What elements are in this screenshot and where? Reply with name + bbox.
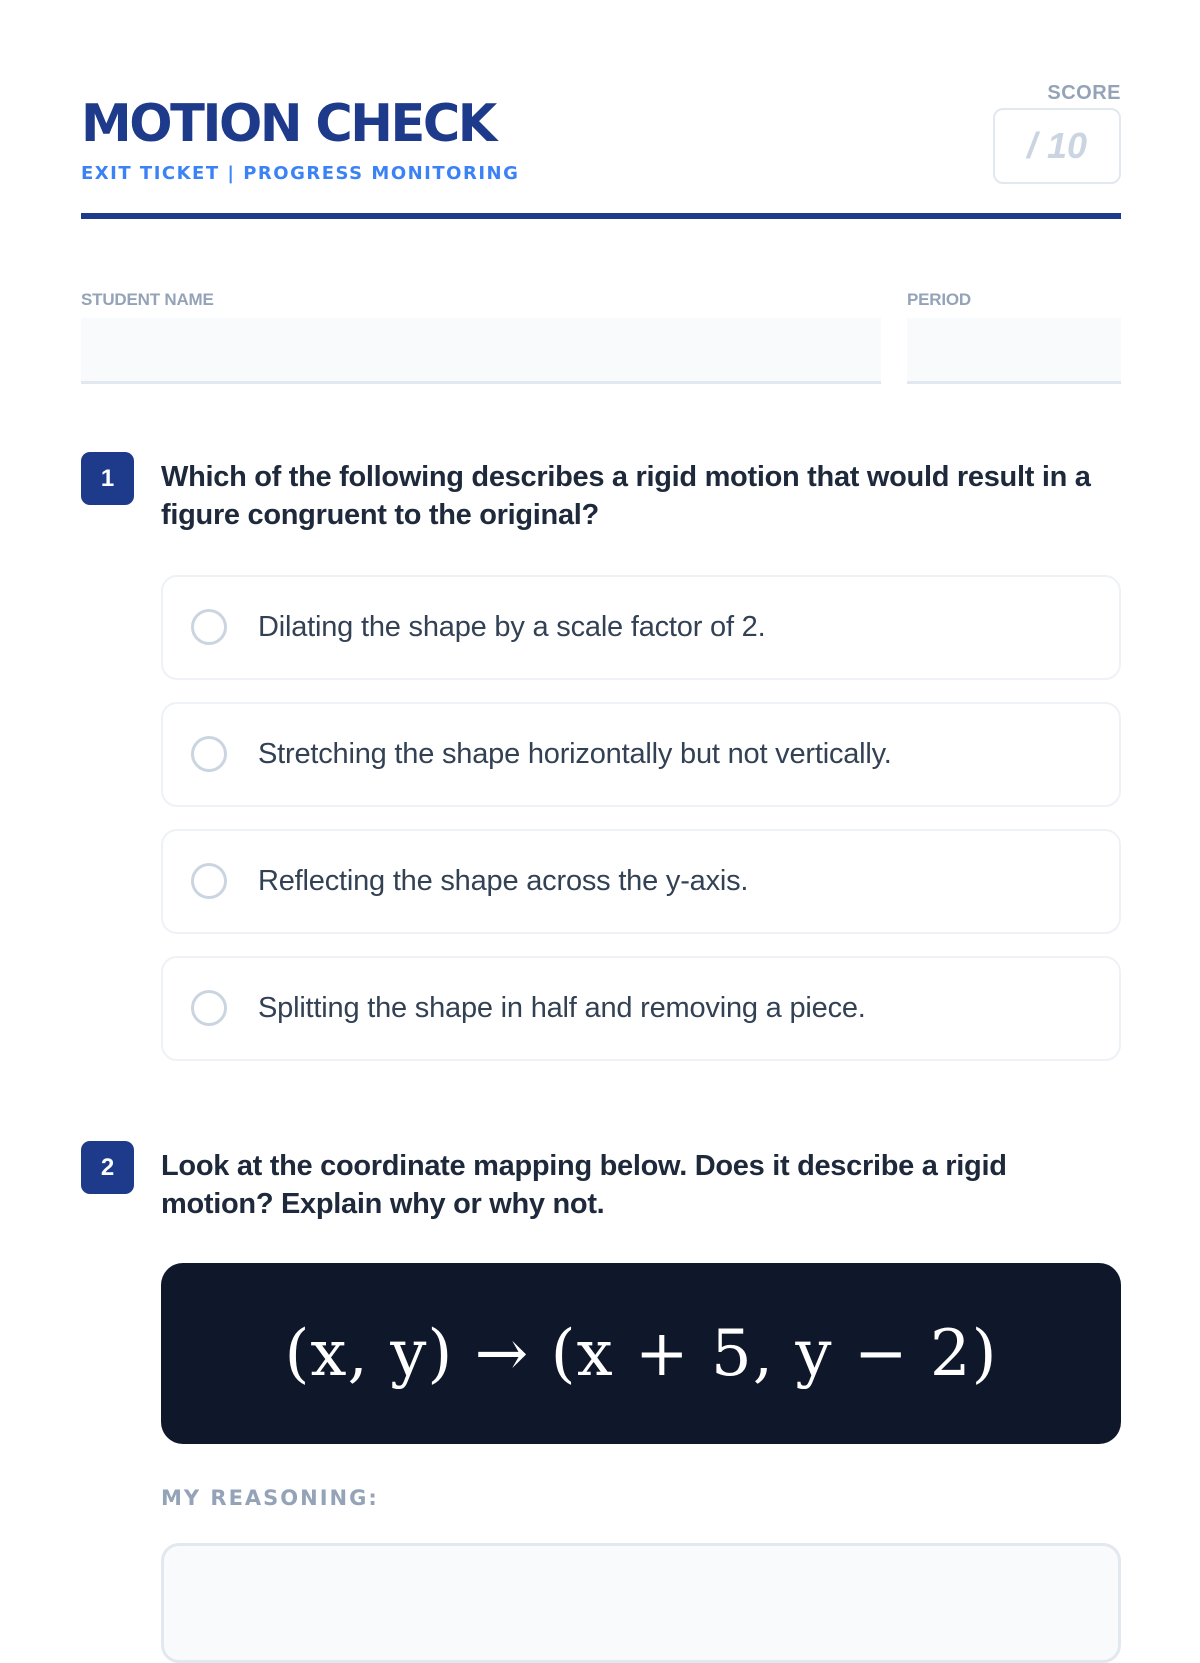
radio-button-icon[interactable]: [191, 736, 227, 772]
period-input[interactable]: [907, 318, 1121, 384]
radio-button-icon[interactable]: [191, 990, 227, 1026]
question-1-number-badge: 1: [81, 452, 134, 505]
coordinate-mapping-box: [161, 1263, 1121, 1444]
reasoning-textarea[interactable]: [161, 1543, 1121, 1663]
score-box: / 10: [993, 108, 1121, 184]
choice-label: Dilating the shape by a scale factor of 2.: [258, 610, 766, 643]
radio-button-icon[interactable]: [191, 863, 227, 899]
question-1-choice-a[interactable]: [161, 575, 1121, 680]
period-label: PERIOD: [907, 290, 971, 309]
page-title: MOTION CHECK: [81, 94, 495, 154]
student-name-label: STUDENT NAME: [81, 290, 214, 309]
choice-label: Stretching the shape horizontally but not vertically.: [258, 737, 892, 770]
header-divider: [81, 213, 1121, 219]
question-1-choice-b[interactable]: [161, 702, 1121, 807]
page-subtitle: EXIT TICKET | PROGRESS MONITORING: [81, 163, 520, 184]
radio-button-icon[interactable]: [191, 609, 227, 645]
question-2-number-badge: 2: [81, 1141, 134, 1194]
reasoning-label: MY REASONING:: [161, 1486, 379, 1510]
question-1-choice-d[interactable]: [161, 956, 1121, 1061]
coordinate-mapping-formula: (x, y) → (x + 5, y − 2): [284, 1316, 998, 1391]
question-2-text: Look at the coordinate mapping below. Does it describe a rigid motion? Explain why or why not.: [161, 1150, 1007, 1220]
header: [81, 78, 1121, 218]
choice-label: Reflecting the shape across the y-axis.: [258, 864, 749, 897]
question-1-choice-c[interactable]: [161, 829, 1121, 934]
question-1-text: Which of the following describes a rigid motion that would result in a figure congruent to the original?: [161, 461, 1091, 531]
choice-label: Splitting the shape in half and removing a piece.: [258, 991, 866, 1024]
score-label: SCORE: [1047, 82, 1121, 104]
student-name-input[interactable]: [81, 318, 881, 384]
